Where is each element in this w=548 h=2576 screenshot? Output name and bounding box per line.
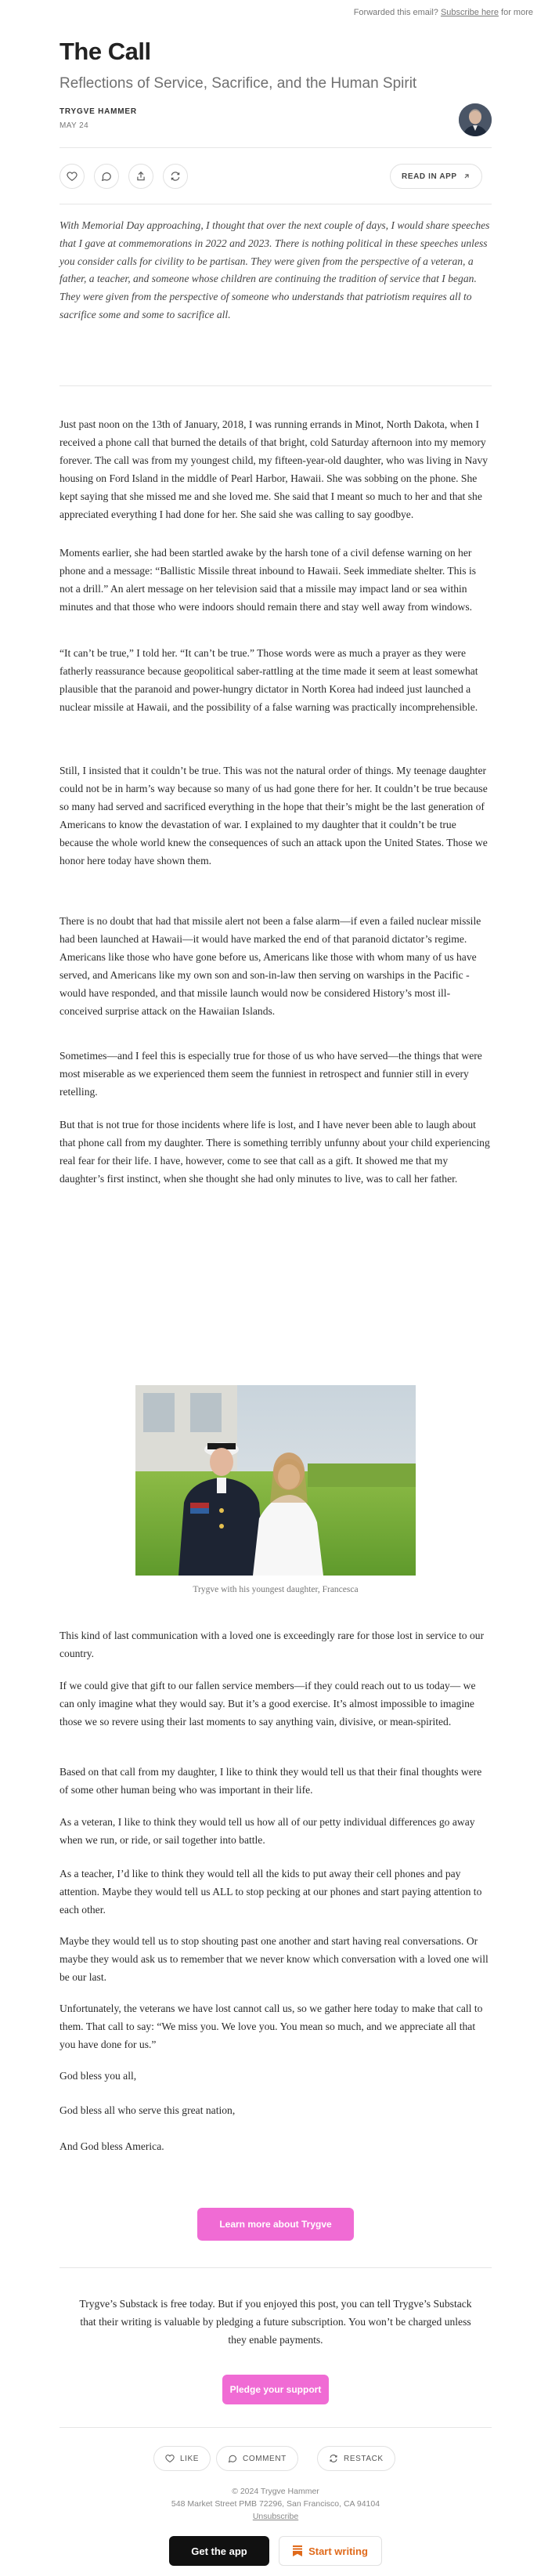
body-paragraph: And God bless America. [59,2140,164,2152]
forward-suffix: for more [501,8,533,17]
post-subtitle: Reflections of Service, Sacrifice, and the Human Spirit [59,75,417,92]
body-paragraph: Unfortunately, the veterans we have lost cannot call us, so we gather here today to make that call to them. That call to say: “We miss you. We love you. You mean so much, and we appreciate all that you have done for us.” [59,2003,483,2050]
body-paragraph: Moments earlier, she had been startled awake by the harsh tone of a civil defense warning on her phone and a message: “Ballistic Missile threat inbound to Hawaii. Seek immediate shelter. This is not a drill.” An alert message on her television said that a missile may impact land or sea within minutes and that those who were indoors should remain there and stay well away from windows. [59,547,477,613]
body-paragraph: There is no doubt that had that missile alert not been a false alarm—if even a failed nuclear missile had been launched at Hawaii—it would have marked the end of that paranoid dictator’s regime. Americans like those who have gone before us, Americans like those with whom many of us have served, and Americans like my own son and son-in-law then serving on warships in the Pacific - would have responded, and that missile launch would now be considered History’s most ill-conceived surprise attack on the Hawaiian Islands. [59,915,481,1017]
forward-prefix: Forwarded this email? [353,8,438,17]
comment-icon [101,171,112,182]
comment-button[interactable] [94,164,119,189]
address: 548 Market Street PMB 72296, San Francisco, CA 94104 [171,2499,380,2509]
father-daughter-photo[interactable] [135,1385,416,1576]
pledge-button[interactable]: Pledge your support [222,2375,329,2404]
intro-paragraph: With Memorial Day approaching, I thought that over the next couple of days, I would share speeches that I gave at commemorations in 2022 and 2023. There is nothing political in these speeches unless you consider calls for civility to be partisan. They were given from the perspective of a veteran, a father, a teacher, and someone whose children are continuing the tradition of service that I began. They were given from the perspective of someone who understands that patriotism requires all to sacrifice some and some to sacrifice all. [59,219,490,320]
heart-icon [165,2454,175,2463]
read-in-app-label: READ IN APP [402,172,457,181]
photo-caption: Trygve with his youngest daughter, Francesca [193,1585,359,1594]
author-name[interactable]: TRYGVE HAMMER [59,107,137,116]
comment-icon [228,2454,237,2463]
like-label: LIKE [180,2454,200,2463]
get-app-button[interactable]: Get the app [169,2536,269,2566]
comment-label: COMMENT [243,2454,287,2463]
avatar[interactable] [459,103,492,136]
substack-icon [293,2545,302,2556]
unsubscribe-link[interactable]: Unsubscribe [252,2512,299,2521]
body-paragraph: Just past noon on the 13th of January, 2018, I was running errands in Minot, North Dakota, when I received a phone call that burned the details of that bright, cold Saturday afternoon into my memory forever. The call was from my youngest child, my fifteen-year-old daughter, who was living in Navy housing on Ford Island in the middle of Pearl Harbor, Hawaii. She was sobbing on the phone. She kept saying that she missed me and she loved me. She said that I meant so much to her and that she appreciated everything I had done for her. She said she was calling to say goodbye. [59,418,489,520]
body-paragraph: God bless you all, [59,2070,137,2082]
divider [59,2427,492,2428]
body-paragraph: If we could give that gift to our fallen service members—if they could reach out to us today— we can only imagine what they would say. But it’s a good exercise. It’s almost impossible to imagine those we so revere using their last moments to say anything vain, divisive, or mean-spirited. [59,1680,476,1728]
restack-icon [170,171,181,182]
footer-comment-button[interactable] [216,2446,298,2471]
body-paragraph: Maybe they would tell us to stop shouting past one another and start having real conversations. Or maybe they would ask us to remember that we never know which conversation with a loved one will be our last. [59,1935,489,1983]
external-arrow-icon [463,172,470,180]
read-in-app-button[interactable] [390,164,482,189]
divider [59,385,492,386]
restack-button[interactable] [163,164,188,189]
body-paragraph: But that is not true for those incidents where life is lost, and I have never been able to laugh about that phone call from my daughter. There is something terribly unfunny about your child experiencing real fear for their life. I have, however, come to see that call as a gift. It showed me that my daughter’s first instinct, when she thought she had only minutes to live, was to call her father. [59,1119,490,1185]
body-paragraph: Sometimes—and I feel this is especially true for those of us who have served—the things that were most miserable as we experienced them seem the funniest in retrospect and funnier still in every retelling. [59,1050,482,1098]
body-paragraph: As a teacher, I’d like to think they would tell all the kids to put away their cell phones and pay attention. Maybe they would tell us ALL to stop pecking at our phones and start paying attention to each other. [59,1868,482,1916]
post-title[interactable]: The Call [59,38,151,65]
copyright: © 2024 Trygve Hammer [232,2487,319,2496]
footer-like-button[interactable] [153,2446,211,2471]
restack-label: RESTACK [344,2454,384,2463]
subscription-pitch: Trygve’s Substack is free today. But if you enjoyed this post, you can tell Trygve’s Substack that their writing is valuable by pledging a future subscription. You won’t be charged unless they enable payments. [79,2298,472,2346]
share-button[interactable] [128,164,153,189]
body-paragraph: This kind of last communication with a loved one is exceedingly rare for those lost in service to our country. [59,1630,485,1659]
divider [59,2267,492,2268]
learn-more-button[interactable]: Learn more about Trygve [197,2208,354,2241]
start-writing-label: Start writing [308,2545,368,2557]
divider [59,147,492,148]
body-paragraph: “It can’t be true,” I told her. “It can’t be true.” Those words were as much a prayer as they were fatherly reassurance because geopolitical saber-rattling at the time made it seem at least somewhat plausible that the paranoid and power-hungry dictator in North Korea had indeed just launched a nuclear missile at Hawaii, and the possibility of a false warning was practically incomprehensible. [59,647,478,713]
forward-notice [354,8,533,17]
body-paragraph: God bless all who serve this great nation, [59,2104,236,2116]
body-paragraph: As a veteran, I like to think they would tell us how all of our petty individual differences go away when we run, or ride, or sail together into battle. [59,1816,475,1846]
footer-restack-button[interactable] [317,2446,395,2471]
heart-icon [67,171,78,182]
post-date: MAY 24 [59,121,89,130]
like-button[interactable] [59,164,85,189]
body-paragraph: Still, I insisted that it couldn’t be true. This was not the natural order of things. My teenage daughter could not be in harm’s way because so many of us had gone there for her. It couldn’t be true because so many had served and sacrificed everything in the hope that their’s might be the last generation of Americans to know the devastation of war. I explained to my daughter that it couldn’t be true because the whole world knew the consequences of such an attack upon the United States. Those we honor here today have shown them. [59,765,488,867]
subscribe-link[interactable]: Subscribe here [440,8,499,17]
body-paragraph: Based on that call from my daughter, I like to think they would tell us that their final thoughts were of some other human being who was important in their life. [59,1766,482,1796]
start-writing-button[interactable] [279,2536,382,2566]
share-icon [135,171,146,182]
restack-icon [329,2454,338,2463]
